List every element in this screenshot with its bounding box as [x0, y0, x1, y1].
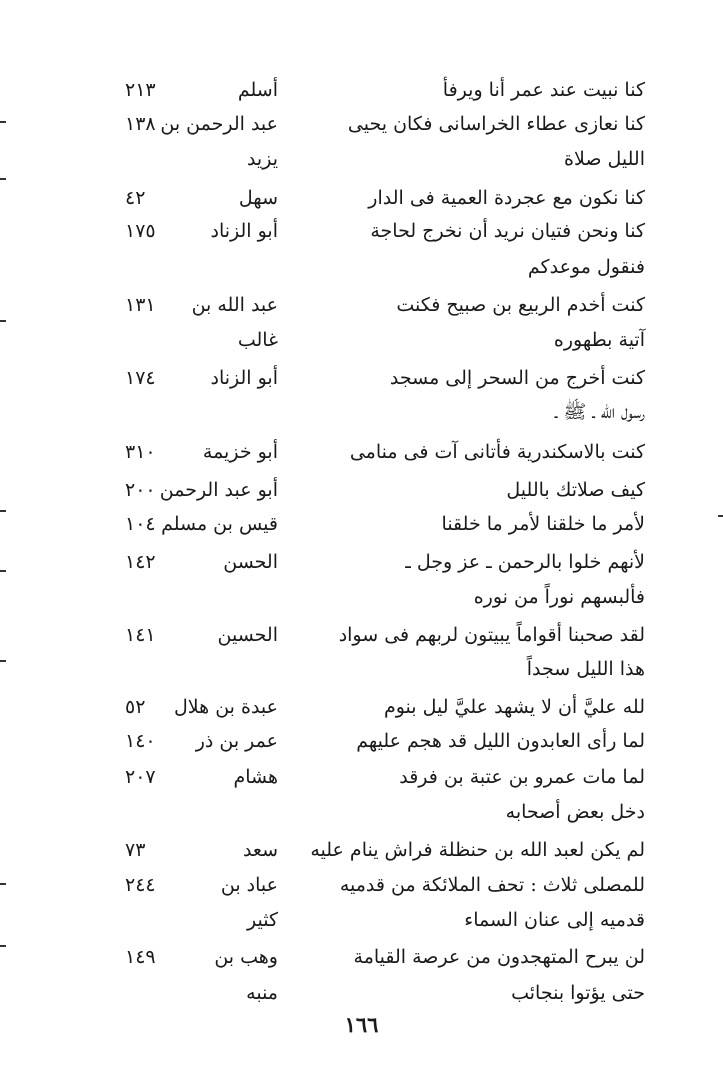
index-entry [0, 395, 723, 429]
entry-phrase: كنت بالاسكندرية فأتانى آت فى منامى [349, 441, 645, 463]
entry-narrator: عبد الله بن [191, 294, 278, 316]
index-entry [0, 618, 723, 652]
entry-page-number: ١٤١ [125, 624, 156, 646]
entry-page-number: ٣١٠ [125, 441, 156, 463]
index-entry [0, 507, 723, 541]
entry-narrator: وهب بن [214, 946, 278, 968]
entry-phrase: فنقول موعدكم [527, 256, 645, 278]
index-entry [0, 73, 723, 107]
index-entry [0, 795, 723, 829]
entry-phrase: فألبسهم نوراً من نوره [473, 586, 645, 608]
entry-phrase: آتية بطهوره [553, 329, 645, 351]
entry-phrase: لقد صحبنا أقواماً يبيتون لربهم فى سواد [338, 624, 645, 646]
index-entry [0, 181, 723, 215]
edge-mark [718, 515, 723, 517]
index-entry [0, 976, 723, 1010]
index-entry [0, 545, 723, 579]
entry-phrase: لما مات عمرو بن عتبة بن فرقد [399, 766, 645, 788]
index-entry [0, 690, 723, 724]
entry-narrator: الحسين [217, 624, 278, 646]
entry-narrator: أبو خزيمة [202, 441, 278, 463]
entry-phrase: رسول الله ـ ﷺ ـ [554, 401, 645, 423]
entry-phrase: لم يكن لعبد الله بن حنظلة فراش ينام عليه [310, 839, 645, 861]
entry-phrase: لأمر ما خلقنا لأمر ما خلقنا [441, 513, 645, 535]
entry-phrase: كنت أخرج من السحر إلى مسجد [389, 367, 645, 389]
entry-phrase: للمصلى ثلاث : تحف الملائكة من قدميه [339, 874, 645, 896]
entry-page-number: ١٧٤ [125, 367, 156, 389]
entry-narrator: كثير [247, 909, 278, 931]
index-entry [0, 361, 723, 395]
entry-narrator: أسلم [237, 79, 278, 101]
entry-narrator: يزيد [246, 148, 278, 170]
entry-narrator: أبو الزناد [210, 220, 278, 242]
entry-phrase: كيف صلاتك بالليل [506, 479, 645, 501]
entry-page-number: ١٤٠ [125, 730, 156, 752]
index-entry [0, 250, 723, 284]
entry-phrase: هذا الليل سجداً [526, 658, 645, 680]
index-entry [0, 652, 723, 686]
entry-narrator: عبد الرحمن بن [160, 113, 278, 135]
index-entry [0, 214, 723, 248]
index-entry [0, 833, 723, 867]
index-entry [0, 142, 723, 176]
entry-phrase: كنا نعازى عطاء الخراسانى فكان يحيى [347, 113, 645, 135]
index-entry [0, 435, 723, 469]
entry-narrator: عباد بن [220, 874, 278, 896]
entry-page-number: ١٤٢ [125, 551, 156, 573]
index-entry [0, 107, 723, 141]
page-number: ١٦٦ [344, 1012, 379, 1037]
edge-mark [0, 121, 6, 123]
edge-mark [0, 570, 6, 572]
entry-page-number: ١٠٤ [125, 513, 156, 535]
index-entry [0, 760, 723, 794]
edge-mark [0, 660, 6, 662]
entry-phrase: كنا نبيت عند عمر أنا ويرفأ [442, 79, 645, 101]
entry-page-number: ٥٢ [125, 696, 146, 718]
entry-page-number: ٤٢ [125, 187, 146, 209]
edge-mark [0, 945, 6, 947]
entry-phrase: لله عليَّ أن لا يشهد عليَّ ليل بنوم [383, 696, 645, 718]
entry-phrase: كنت أخدم الربيع بن صبيح فكنت [396, 294, 645, 316]
entry-narrator: عمر بن ذر [195, 730, 278, 752]
entry-phrase: لأنهم خلوا بالرحمن ـ عز وجل ـ [405, 551, 645, 573]
entry-narrator: الحسن [223, 551, 278, 573]
entry-narrator: غالب [237, 329, 278, 351]
index-entry [0, 868, 723, 902]
index-entry [0, 288, 723, 322]
entry-page-number: ٧٣ [125, 839, 146, 861]
index-entry [0, 940, 723, 974]
entry-phrase: كنا نكون مع عجردة العمية فى الدار [368, 187, 645, 209]
edge-mark [0, 510, 6, 512]
edge-mark [0, 178, 6, 180]
entry-page-number: ٢١٣ [125, 79, 156, 101]
entry-phrase: لما رأى العابدون الليل قد هجم عليهم [356, 730, 645, 752]
index-entry [0, 580, 723, 614]
entry-narrator: سهل [238, 187, 278, 209]
entry-phrase: كنا ونحن فتيان نريد أن نخرج لحاجة [370, 220, 645, 242]
entry-page-number: ٢٤٤ [125, 874, 156, 896]
edge-mark [0, 320, 6, 322]
entry-narrator: سعد [242, 839, 278, 861]
entry-narrator: عبدة بن هلال [174, 696, 278, 718]
entry-narrator: أبو عبد الرحمن [159, 479, 278, 501]
entry-phrase: دخل بعض أصحابه [505, 801, 645, 823]
index-entry [0, 323, 723, 357]
entry-narrator: قيس بن مسلم [161, 513, 278, 535]
entry-phrase: قدميه إلى عنان السماء [464, 909, 645, 931]
entry-page-number: ١٣٨ [125, 113, 156, 135]
entry-phrase: لن يبرح المتهجدون من عرصة القيامة [353, 946, 645, 968]
entry-page-number: ٢٠٠ [125, 479, 156, 501]
entry-page-number: ١٣١ [125, 294, 156, 316]
entry-narrator: هشام [233, 766, 278, 788]
entry-phrase: حتى يؤتوا بنجائب [511, 982, 645, 1004]
index-entry [0, 903, 723, 937]
entry-narrator: أبو الزناد [210, 367, 278, 389]
entry-page-number: ١٧٥ [125, 220, 156, 242]
entry-phrase: الليل صلاة [564, 148, 645, 170]
entry-narrator: منبه [246, 982, 278, 1004]
index-entry [0, 473, 723, 507]
entry-page-number: ١٤٩ [125, 946, 156, 968]
index-entry [0, 724, 723, 758]
entry-page-number: ٢٠٧ [125, 766, 156, 788]
edge-mark [0, 883, 6, 885]
